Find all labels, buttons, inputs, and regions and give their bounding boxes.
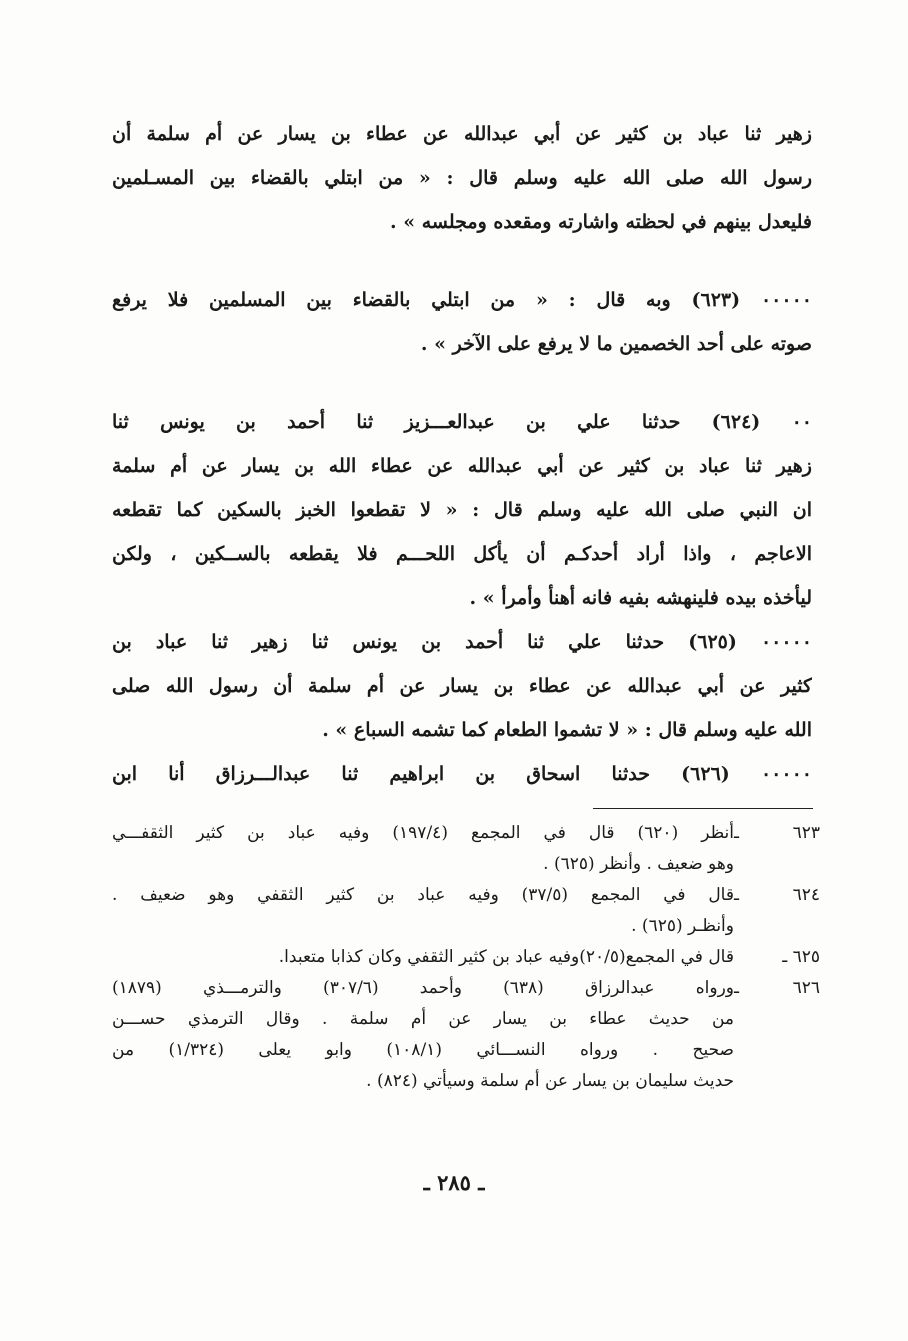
text-line: ليأخذه بيده فلينهشه بفيه فانه أهنأ وأمرأ » . bbox=[469, 587, 812, 609]
text-line: رسول الله صلى الله عليه وسلم قال : « من ابتلي بالقضاء بين المسـلمين bbox=[112, 167, 812, 189]
paragraph-622-continuation bbox=[112, 112, 812, 244]
text-line: الله عليه وسلم قال : « لا تشموا الطعام كما تشمه السباع » . bbox=[322, 719, 812, 741]
page-number: ـ ٢٨٥ ـ bbox=[423, 1170, 485, 1195]
footnote-text: حديث سليمان بن يسار عن أم سلمة وسيأتي (٨٢٤) . bbox=[366, 1071, 734, 1091]
text-line: كثير عن أبي عبدالله عن عطاء بن يسار عن أم سلمة أن رسول الله صلى bbox=[112, 675, 812, 697]
text-line: ٠٠٠٠٠ (٦٢٥) حدثنا علي ثنا أحمد بن يونس ثنا زهير ثنا عباد بن bbox=[112, 631, 812, 653]
footnote-text: وأنظـر (٦٢٥) . bbox=[631, 916, 734, 936]
paragraph-623 bbox=[112, 278, 812, 366]
text-line: ان النبي صلى الله عليه وسلم قال : « لا تقطعوا الخبز بالسكين كما تقطعه bbox=[112, 499, 812, 521]
footnote-text: وهو ضعيف . وأنظر (٦٢٥) . bbox=[543, 854, 734, 874]
paragraph-626 bbox=[112, 752, 812, 796]
footnote-623 bbox=[112, 818, 820, 880]
text-line: ٠٠٠٠٠ (٦٢٣) وبه قال : « من ابتلي بالقضاء بين المسلمين فلا يرفع bbox=[112, 289, 812, 311]
footnote-624 bbox=[112, 880, 820, 942]
footnote-text: صحيح . ورواه النســـائي (١٠٨/١) وابو يعلى (١/٣٢٤) من bbox=[112, 1040, 734, 1060]
footnote-number: ٦٢٦ ـ bbox=[734, 978, 820, 998]
footnote-number: ٦٢٣ ـ bbox=[734, 823, 820, 843]
footnote-number: ٦٢٤ ـ bbox=[734, 885, 820, 905]
footnote-text: قال في المجمع(٢٠/٥)وفيه عباد بن كثير الثقفي وكان كذابا متعبدا. bbox=[278, 947, 734, 967]
paragraph-624 bbox=[112, 400, 812, 620]
footnote-625 bbox=[112, 942, 820, 973]
text-line: فليعدل بينهم في لحظته واشارته ومقعده ومجلسه » . bbox=[389, 211, 812, 233]
text-line: ٠٠ (٦٢٤) حدثنا علي بن عبدالعـــزيز ثنا أحمد بن يونس ثنا bbox=[112, 411, 812, 433]
paragraph-625 bbox=[112, 620, 812, 752]
text-line: الاعاجم ، واذا أراد أحدكـم أن يأكل اللحـــم فلا يقطعه بالســكين ، ولكن bbox=[112, 543, 812, 565]
footnotes bbox=[112, 818, 820, 1097]
footnote-text: ورواه عبدالرزاق (٦٣٨) وأحمد (٣٠٧/٦) والترمـــذي (١٨٧٩) bbox=[112, 978, 734, 998]
footnote-text: من حديث عطاء بن يسار عن أم سلمة . وقال الترمذي حســـن bbox=[112, 1009, 734, 1029]
footnote-text: قال في المجمع (٣٧/٥) وفيه عباد بن كثير الثقفي وهو ضعيف . bbox=[112, 885, 734, 905]
footnote-divider bbox=[593, 808, 813, 809]
text-line: ٠٠٠٠٠ (٦٢٦) حدثنا اسحاق بن ابراهيم ثنا عبدالـــرزاق أنا ابن bbox=[112, 763, 812, 785]
text-line: صوته على أحد الخصمين ما لا يرفع على الآخر » . bbox=[420, 333, 812, 355]
footnote-number: ٦٢٥ ـ bbox=[782, 947, 820, 967]
footnote-text: أنظر (٦٢٠) قال في المجمع (١٩٧/٤) وفيه عباد بن كثير الثقفـــي bbox=[112, 823, 734, 843]
main-text bbox=[112, 112, 812, 796]
text-line: زهير ثنا عباد بن كثير عن أبي عبدالله عن عطاء الله بن يسار عن أم سلمة bbox=[112, 455, 812, 477]
text-line: زهير ثنا عباد بن كثير عن أبي عبدالله عن عطاء بن يسار عن أم سلمة أن bbox=[112, 123, 812, 145]
footnote-626 bbox=[112, 973, 820, 1097]
